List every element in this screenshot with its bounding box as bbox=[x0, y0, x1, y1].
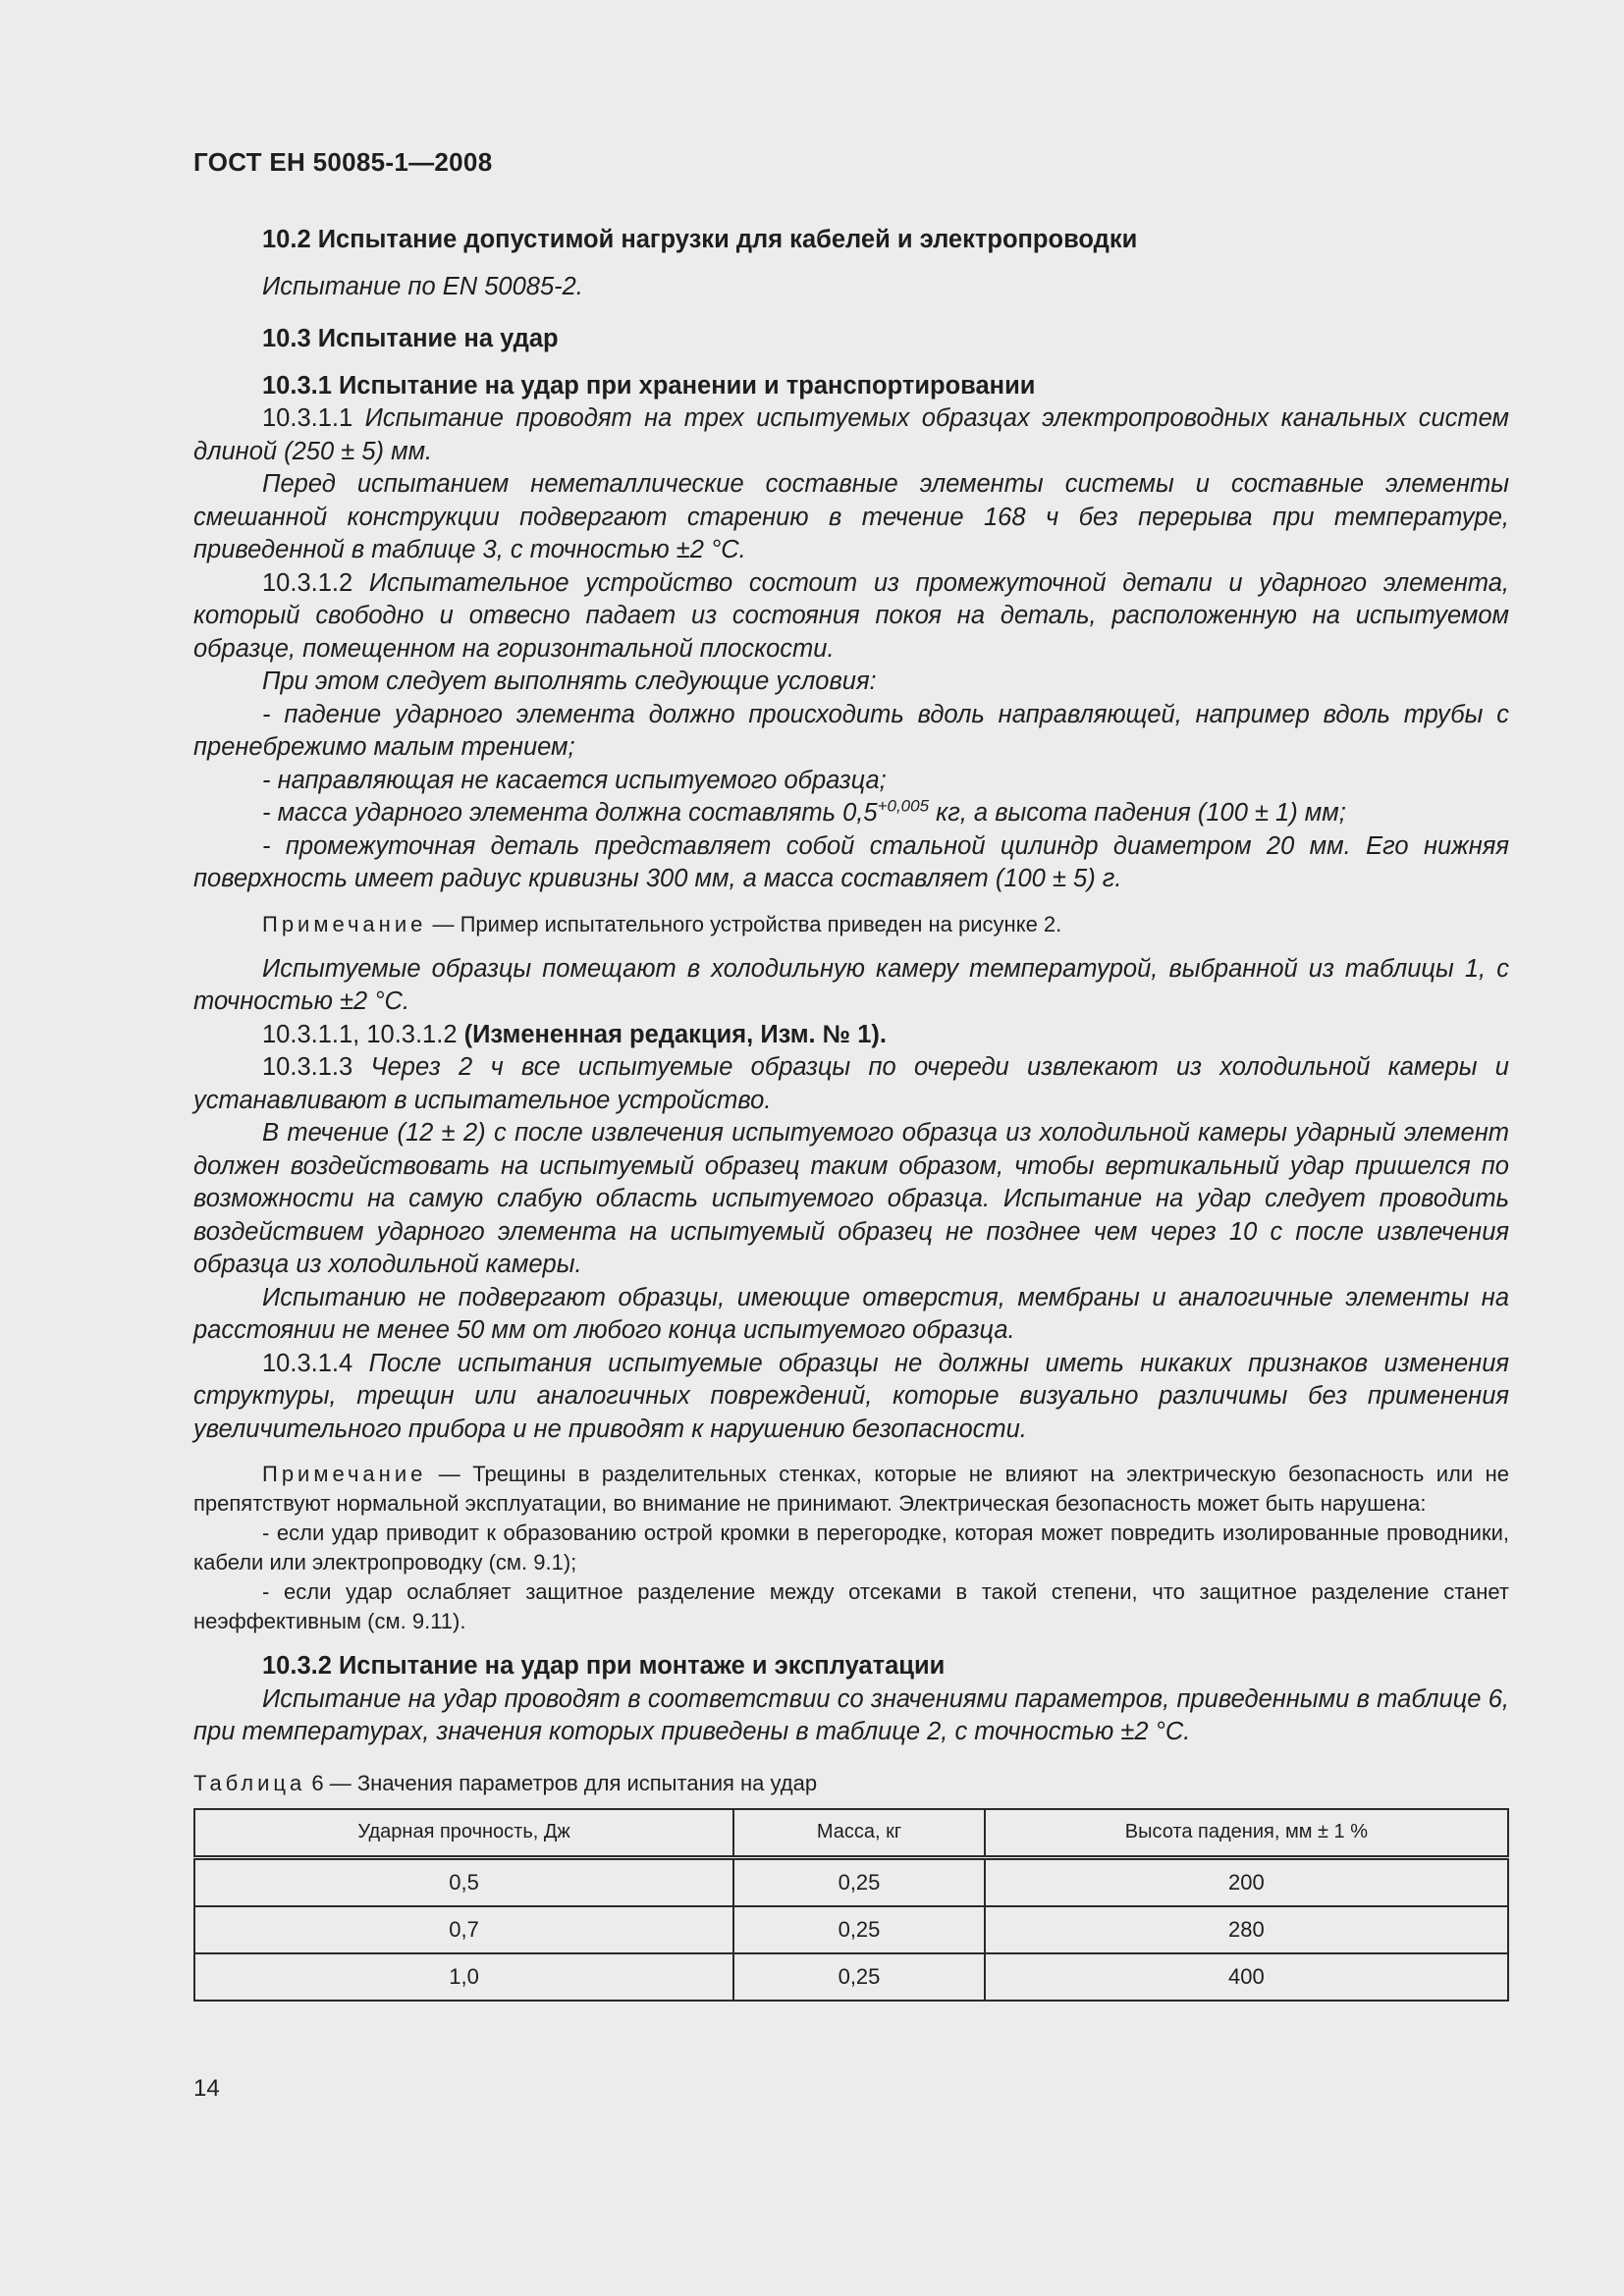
document-body bbox=[193, 224, 1509, 2002]
table-cell: 0,5 bbox=[194, 1857, 733, 1906]
section-heading-10-3: 10.3 Испытание на удар bbox=[262, 325, 559, 352]
clause-text: Испытание проводят на трех испытуемых образцах электропроводных канальных систем длиной (250 ± 5) мм. bbox=[193, 404, 1509, 465]
paragraph-10-2: Испытание по EN 50085-2. bbox=[262, 272, 583, 300]
note-1 bbox=[193, 910, 1509, 939]
document-code-header: ГОСТ ЕН 50085-1—2008 bbox=[193, 147, 493, 177]
table-cell: 0,25 bbox=[733, 1857, 985, 1906]
section-heading-10-3-1: 10.3.1 Испытание на удар при хранении и транспортировании bbox=[262, 371, 1036, 400]
table-header-row bbox=[194, 1809, 1508, 1858]
list-item: - падение ударного элемента должно происходить вдоль направляющей, например вдоль трубы с пренебрежимо малым трением; bbox=[193, 700, 1509, 761]
table-cell: 0,7 bbox=[194, 1906, 733, 1953]
section-heading-10-3-2: 10.3.2 Испытание на удар при монтаже и эксплуатации bbox=[262, 1652, 946, 1680]
note-list-item: - если удар ослабляет защитное разделение между отсеками в такой степени, что защитное разделение станет неэффективным (см. 9.11). bbox=[193, 1579, 1509, 1633]
note-2 bbox=[193, 1460, 1509, 1519]
paragraph-exclusion: Испытанию не подвергают образцы, имеющие отверстия, мембраны и аналогичные элементы на расстоянии не менее 50 мм от любого конца испытуемого образца. bbox=[193, 1283, 1509, 1344]
clause-number: 10.3.1.3 bbox=[262, 1053, 353, 1081]
note-label: Примечание bbox=[262, 911, 427, 936]
table-header-cell: Высота падения, мм ± 1 % bbox=[985, 1809, 1508, 1858]
note-list-item: - если удар приводит к образованию острой кромки в перегородке, которая может повредить изолированные проводники, кабели или электропроводку (см. 9.1); bbox=[193, 1521, 1509, 1575]
note-label: Примечание bbox=[262, 1462, 427, 1486]
table-caption-text: 6 — Значения параметров для испытания на удар bbox=[305, 1770, 818, 1795]
table-row bbox=[194, 1906, 1508, 1953]
paragraph-ageing: Перед испытанием неметаллические составные элементы системы и составные элементы смешанной конструкции подвергают старению в течение 168 ч без перерыва при температуре, приведенной в таблице 3, с точностью ±2 °С. bbox=[193, 470, 1509, 563]
paragraph-conditions: При этом следует выполнять следующие условия: bbox=[262, 667, 877, 695]
table-cell: 0,25 bbox=[733, 1906, 985, 1953]
paragraph-10-3-1-4 bbox=[193, 1348, 1509, 1447]
table-row bbox=[194, 1857, 1508, 1906]
paragraph-10-3-1-2 bbox=[193, 567, 1509, 667]
paragraph-edit-note: 10.3.1.1, 10.3.1.2 (Измененная редакция, Изм. № 1). bbox=[262, 1020, 887, 1048]
table-cell: 400 bbox=[985, 1953, 1508, 2001]
clause-text: Через 2 ч все испытуемые образцы по очереди извлекают из холодильной камеры и устанавливают в испытательное устройство. bbox=[193, 1053, 1509, 1114]
clause-text: Испытательное устройство состоит из промежуточной детали и ударного элемента, который свободно и отвесно падает из состояния покоя на деталь, расположенную на испытуемом образце, помещенном на горизонтальной плоскости. bbox=[193, 568, 1509, 663]
table-caption-label: Таблица bbox=[193, 1770, 306, 1795]
clause-number: 10.3.1.4 bbox=[262, 1349, 353, 1377]
list-item: - направляющая не касается испытуемого образца; bbox=[262, 766, 887, 794]
table-header-cell: Ударная прочность, Дж bbox=[194, 1809, 733, 1858]
paragraph-10-3-1-3 bbox=[193, 1051, 1509, 1117]
impact-parameters-table bbox=[193, 1808, 1509, 2002]
paragraph-10-3-2: Испытание на удар проводят в соответствии со значениями параметров, приведенными в таблице 6, при температурах, значения которых приведены в таблице 2, с точностью ±2 °С. bbox=[193, 1684, 1509, 1745]
table-cell: 1,0 bbox=[194, 1953, 733, 2001]
paragraph-10-3-1-1 bbox=[193, 402, 1509, 468]
table-cell: 0,25 bbox=[733, 1953, 985, 2001]
section-heading-10-2: 10.2 Испытание допустимой нагрузки для кабелей и электропроводки bbox=[262, 226, 1138, 253]
table-caption bbox=[193, 1769, 1509, 1798]
clause-number: 10.3.1.2 bbox=[262, 568, 353, 597]
clause-text: После испытания испытуемые образцы не должны иметь никаких признаков изменения структуры, трещин или аналогичных повреждений, которые визуально различимы без применения увеличительного прибора и не приводят к нарушению безопасности. bbox=[193, 1349, 1509, 1443]
table-cell: 280 bbox=[985, 1906, 1508, 1953]
page-number: 14 bbox=[193, 2075, 220, 2102]
note-text: — Пример испытательного устройства приведен на рисунке 2. bbox=[426, 911, 1062, 936]
list-item: - промежуточная деталь представляет собой стальной цилиндр диаметром 20 мм. Его нижняя поверхность имеет радиус кривизны 300 мм, а масса составляет (100 ± 5) г. bbox=[193, 831, 1509, 892]
note-text: — Трещины в разделительных стенках, которые не влияют на электрическую безопасность или не препятствуют нормальной эксплуатации, во внимание не принимают. Электрическая безопасность может быть нарушена: bbox=[193, 1462, 1509, 1516]
table-cell: 200 bbox=[985, 1857, 1508, 1906]
paragraph-impact: В течение (12 ± 2) с после извлечения испытуемого образца из холодильной камеры ударный элемент должен воздействовать на испытуемый образец таким образом, чтобы вертикальный удар пришелся по возможности на самую слабую область испытуемого образца. Испытание на удар следует проводить воздействием ударного элемента на испытуемый образец не позднее чем через 10 с после извлечения образца из холодильной камеры. bbox=[193, 1119, 1509, 1278]
paragraph-cold-chamber: Испытуемые образцы помещают в холодильную камеру температурой, выбранной из таблицы 1, с точностью ±2 °С. bbox=[193, 954, 1509, 1015]
list-item: - масса ударного элемента должна составлять $0,5^{+0,005}$ кг, а высота падения (100 ± 1) мм; bbox=[262, 796, 1346, 827]
table-row bbox=[194, 1953, 1508, 2001]
tolerance-superscript: +0,005 bbox=[877, 796, 930, 816]
table-header-cell: Масса, кг bbox=[733, 1809, 985, 1858]
clause-number: 10.3.1.1 bbox=[262, 404, 353, 432]
